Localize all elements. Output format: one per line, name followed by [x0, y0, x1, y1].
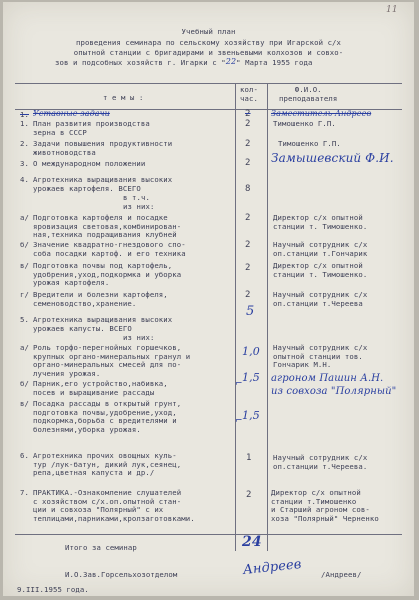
bracket-mark: ⌐ [235, 379, 243, 389]
header-title: Учебный план [181, 27, 236, 36]
column-divider-1 [235, 83, 236, 551]
signature-handwritten: Андреев [242, 556, 303, 579]
row-teacher: Директор с/х опытной станции т. Тимошенко. [273, 213, 368, 231]
header-line-4-text: зов и подсобных хозяйств г. Игарки с " [55, 58, 226, 67]
row-number: 5. [20, 315, 29, 324]
row-topic: Значение квадратно-гнездового спо- соба посадки картоф. и его техника [33, 240, 186, 258]
row-topic: Задачи повышения продуктивности животноводства [33, 139, 173, 157]
document-date: 9.III.1955 года. [17, 585, 89, 594]
row-teacher-handwritten: агроном Пашин А.Н. из совхоза "Полярный" [271, 373, 397, 397]
row-number: 2. [20, 139, 29, 148]
total-label: Итого за семинар [65, 543, 137, 552]
column-header-hours: кол- час. [240, 85, 258, 103]
header-line-4-end: " Марта 1955 года [236, 58, 313, 67]
row-hours: 8 [245, 184, 251, 194]
row-hours: 1,5 [242, 371, 260, 384]
row-topic: Агротехника выращивания высоких урожаев картофеля. ВСЕГО [33, 175, 173, 193]
row-number: г/ [20, 290, 29, 299]
row-number: 1. [20, 110, 29, 119]
row-topic: Уставные задачи [33, 109, 110, 118]
row-teacher: Директор с/х опытной станции т.Тимошенко и Старший агроном сов- хоза "Полярный" Черненко [271, 488, 379, 523]
row-teacher: Научный сотрудник с/х опытной станции тов. Гончарик М.Н. [273, 343, 368, 370]
row-hours: 2 [245, 240, 251, 250]
row-teacher: Научный сотрудник с/х оп.станции т.Гончарик [273, 240, 368, 258]
row-hours: 2 [245, 109, 251, 119]
table-total-rule [15, 534, 402, 535]
row-teacher: Научный сотрудник с/х оп.станции т.Череева [273, 290, 368, 308]
row-teacher-handwritten: Замышевский Ф.И. [271, 151, 394, 165]
row-topic: Роль торфо-перегнойных горшечков, крупных органо-минеральных гранул и органо-минеральных смесей для по- лучения урожая. [33, 343, 191, 378]
total-hours: 24 [242, 534, 262, 550]
row-hours: 2 [245, 158, 251, 168]
row-number: а/ [20, 343, 29, 352]
row-topic: Посадка рассады в открытый грунт, подготовка почвы,удобрение,уход, подкормка,борьба с вредителями и болезнями,уборка урожая. [33, 399, 182, 434]
row-number: 4. [20, 175, 29, 184]
row-hours: 2 [245, 290, 251, 300]
row-topic: План развития производства зерна в СССР [33, 119, 150, 137]
row-hours: 2 [246, 490, 252, 500]
row-topic: Парник,его устройство,набивка, посев и выращивание рассады [33, 379, 168, 397]
row-hours: 5 [246, 304, 255, 319]
page-number: 11 [386, 5, 398, 15]
document-sheet [3, 2, 414, 596]
row-teacher: Заместитель Андреев [271, 109, 372, 118]
row-teacher: Научный сотрудник с/х оп.станции т.Череева. [273, 453, 368, 471]
row-teacher: Тимошенко Г.П. [273, 119, 336, 128]
header-date-handwritten: 22 [225, 57, 237, 66]
row-number: 6. [20, 451, 29, 460]
row-number: 3. [20, 159, 29, 168]
table-top-rule [15, 83, 402, 84]
row-number: 7. [20, 488, 29, 497]
row-topic: Агротехника выращивания высоких урожаев капусты. ВСЕГО [33, 315, 173, 333]
row-topic: Подготовка картофеля и посадке яровизация световая,комбинирован- ная,техника подращивания клубней [33, 213, 182, 240]
column-divider-2 [267, 83, 268, 551]
row-number: в/ [20, 399, 29, 408]
signature-name: /Андреев/ [321, 570, 362, 579]
row-topic: Вредители и болезни картофеля, семеноводство,хранение. [33, 290, 168, 308]
row-hours: 1 [246, 453, 252, 463]
subheading: в т.ч. из них: [123, 193, 155, 211]
row-teacher: Директор с/х опытной станции т. Тимошенко. [273, 261, 368, 279]
header-line-3: опытной станции с бригадирами и звеньевыми колхозов и совхо- [73, 48, 344, 57]
row-number: б/ [20, 240, 29, 249]
row-hours: 1,0 [242, 345, 260, 358]
row-hours: 2 [245, 213, 251, 223]
row-topic: Подготовка почвы под картофель, удобрения,уход,подкормка и уборка урожая картофеля. [33, 261, 182, 288]
column-header-topics: т е м ы : [103, 93, 144, 102]
row-topic: О международном положении [33, 159, 146, 168]
row-number: а/ [20, 213, 29, 222]
signature-title: И.О.Зав.Горсельхозотделом [65, 570, 178, 579]
header-line-4 [55, 59, 313, 68]
row-hours: 2 [245, 119, 251, 129]
subheading: из них: [123, 333, 155, 342]
row-hours: 2 [245, 139, 251, 149]
bracket-mark: ⌐ [235, 416, 243, 426]
column-header-teacher: Ф.И.О. преподавателя [279, 85, 338, 103]
row-hours: 1,5 [242, 409, 260, 422]
row-topic: Агротехника прочих овощных куль- тур /лук-батун, дикий лук,сеянец, репа,цветная капуста и др./ [33, 451, 182, 478]
row-topic: ПРАКТИКА.-Ознакомление слушателей с хозяйством с/х.оп.опытной стан- ции и совхоза "Полярный" с их теплицами,парниками,кролзаготовками. [33, 488, 195, 523]
row-hours: 2 [245, 263, 251, 273]
header-line-2: проведения семинара по сельскому хозяйству при Игарской с/х [75, 38, 342, 47]
row-number: б/ [20, 379, 29, 388]
row-number: в/ [20, 261, 29, 270]
row-number: 1. [20, 119, 29, 128]
row-teacher: Тимошенко Г.П. [278, 139, 341, 148]
